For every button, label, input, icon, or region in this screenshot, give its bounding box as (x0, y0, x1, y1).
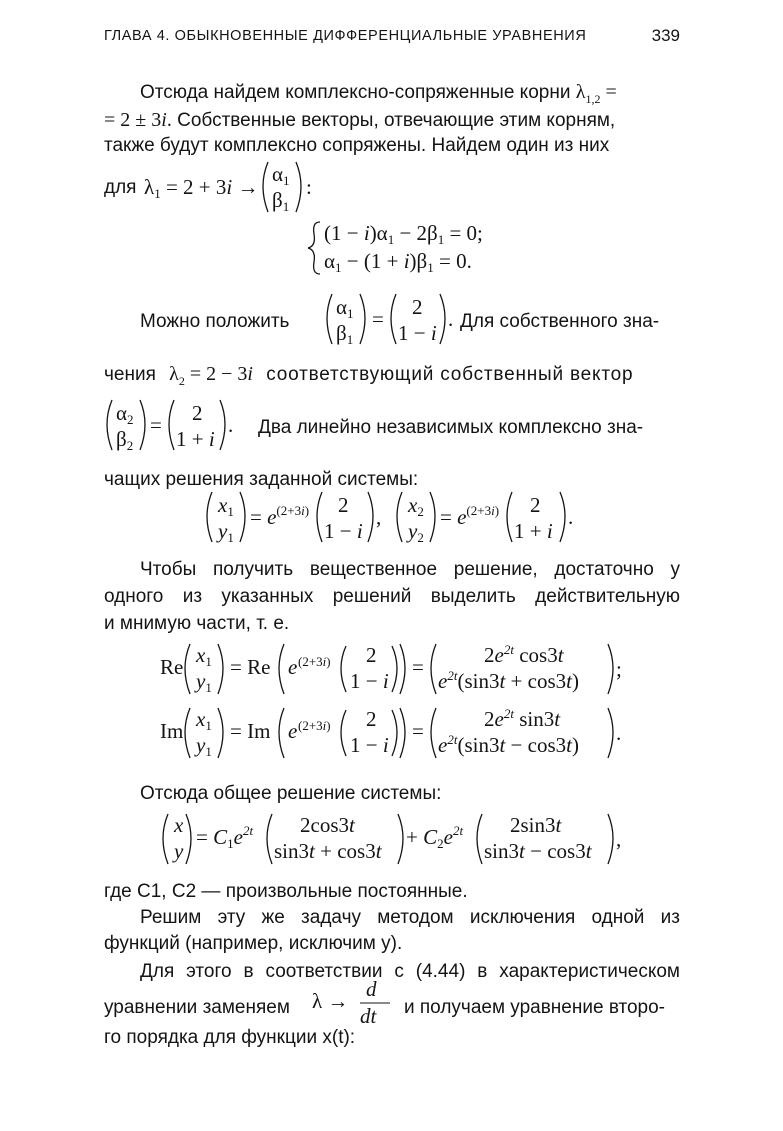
svg-text:α2: α2 (116, 401, 134, 427)
p3-line2-tail: Два линейно независимых комплексно зна- (258, 417, 644, 438)
svg-text:2e2t sin3t: $2e^{2t}$ sin3t (484, 706, 561, 731)
svg-text:= e(2+3i): = $e^{(2+3}i$) (250, 503, 310, 529)
svg-text:y: y (174, 839, 184, 863)
svg-text:(2+3i): (2+3i) (298, 654, 331, 669)
derivative-operator (310, 978, 400, 1030)
system-row2: α1 − (1 + i)β1 = 0. (324, 249, 472, 275)
p1-line1 (140, 82, 617, 105)
p3-word-cheniya: чения (104, 364, 156, 385)
running-head (104, 26, 680, 52)
svg-text:β2: β2 (116, 427, 134, 453)
svg-text:sin3t + cos3t: sin3t + cos3t (274, 839, 382, 863)
lambda1-expr: λ1 = 2 + 3i → (144, 175, 259, 201)
svg-text:,: , (616, 827, 622, 851)
svg-text:2: 2 (338, 493, 349, 517)
svg-text:(2+3i): (2+3i) (298, 718, 331, 733)
general-solution-equation (160, 810, 640, 870)
re-label: Re (160, 655, 184, 679)
svg-text:2: 2 (192, 401, 203, 425)
svg-text:e: e (288, 655, 298, 679)
svg-text:.: . (568, 505, 574, 529)
p7-line1: Решим эту же задачу методом исключения одной из (140, 907, 680, 928)
svg-text:= C1e2t: = $C1e^{2t}$ (196, 823, 254, 851)
svg-text:.: . (616, 721, 622, 745)
p5: Отсюда общее решение системы: (140, 783, 442, 804)
eigenvector1-equation (324, 290, 454, 350)
svg-text:1 − i: 1 − i (350, 733, 389, 757)
system-brace (308, 222, 320, 274)
p4-line3: и мнимую части, т. е. (104, 613, 290, 634)
svg-text:+ C2e2t: + $C2e^{2t}$ (406, 823, 464, 851)
p2-tail: Для собственного зна- (460, 311, 660, 332)
p2-lead: Можно положить (140, 311, 290, 332)
chapter-title: ГЛАВА 4. ОБЫКНОВЕННЫЕ ДИФФЕРЕНЦИАЛЬНЫЕ УРАВНЕНИЯ (104, 28, 587, 44)
svg-text:=: = (372, 307, 384, 331)
svg-text:x: x (174, 813, 184, 837)
svg-text:=: = (412, 655, 424, 679)
op-dt: dt (360, 1004, 377, 1028)
svg-text:1 − i: 1 − i (398, 321, 437, 345)
svg-text:α1: α1 (336, 295, 354, 321)
svg-text:1 + i: 1 + i (514, 519, 553, 543)
svg-text:1 + i: 1 + i (176, 427, 215, 451)
svg-text:= Im: = Im (230, 719, 271, 743)
svg-text:= e(2+3i): = $e^{(2+3}i$) (440, 503, 500, 529)
eigen-system (308, 220, 508, 278)
svg-text:e: e (288, 719, 298, 743)
svg-text:=: = (150, 413, 162, 437)
complex-solutions-equation (204, 488, 594, 548)
p1-line1-math: $\lambda_{1,2}$ = (575, 81, 617, 106)
svg-text:.: . (228, 413, 234, 437)
p1-line2-math: = 2 ± 3i. (104, 109, 172, 131)
alpha1: α1 (272, 162, 290, 188)
svg-text:,: , (376, 505, 382, 529)
svg-text:1 − i: 1 − i (324, 519, 363, 543)
svg-text:x1: x1 (218, 493, 234, 519)
system-row1: (1 − i)α1 − 2β1 = 0; (324, 221, 483, 247)
p8-line2-b: и получаем уравнение второ- (404, 997, 666, 1018)
svg-text:2: 2 (530, 493, 541, 517)
svg-text:2: 2 (412, 295, 423, 319)
p8-line3: го порядка для функции x(t): (104, 1027, 356, 1048)
p8-line2-a: уравнении заменяем (104, 997, 290, 1018)
svg-text::: : (306, 175, 312, 199)
p1-line3: также будут комплексно сопряжены. Найдем один из них (104, 135, 610, 156)
svg-text:e2t(sin3t − cos3t): $e^{2t}(\sin 3t - \cos 3t)$ (438, 732, 579, 757)
p6 (104, 882, 468, 901)
svg-text:;: ; (616, 657, 622, 681)
svg-text:sin3t − cos3t: sin3t − cos3t (484, 839, 592, 863)
svg-text:2cos3t: 2cos3t (300, 813, 355, 837)
svg-text:x2: x2 (408, 493, 424, 519)
svg-text:2: 2 (366, 643, 377, 667)
eigenvector2-equation (104, 396, 254, 456)
p8-line1: Для этого в соответствии с (4.44) в характеристическом (140, 961, 680, 982)
p1-line4-text: для (104, 177, 137, 198)
p7-line2: функций (например, исключим y). (104, 933, 403, 954)
p1-line2-text: Собственные векторы, отвечающие этим корням, (177, 110, 616, 131)
svg-text:1 − i: 1 − i (350, 669, 389, 693)
p1-line1-text: Отсюда найдем комплексно-сопряженные корни (140, 82, 571, 103)
p3-lambda2: $\lambda_2 = 2 - 3i$ (169, 363, 253, 388)
p4-line1: Чтобы получить вещественное решение, достаточно у (140, 559, 680, 580)
svg-text:= Re: = Re (230, 655, 271, 679)
paren-right (296, 162, 301, 212)
svg-text:λ →: λ → (312, 989, 349, 1013)
p3-line1 (104, 364, 680, 387)
svg-text:e2t(sin3t + cos3t): $e^{2t}(\sin 3t + \cos 3t)$ (438, 668, 579, 693)
svg-text:y1: y1 (196, 733, 212, 759)
p1-line2 (104, 110, 615, 130)
svg-text:y2: y2 (408, 519, 424, 545)
page-number: 339 (651, 26, 680, 45)
paren-left (263, 162, 268, 212)
svg-text:y1: y1 (218, 519, 234, 545)
svg-text:x1: x1 (196, 643, 212, 669)
svg-text:2: 2 (366, 707, 377, 731)
svg-text:=: = (412, 719, 424, 743)
p6-text: где C1, C2 — произвольные постоянные. (104, 881, 468, 902)
re-equation (160, 640, 640, 700)
beta1: β1 (272, 188, 290, 214)
p3-line3: чащих решения заданной системы: (104, 469, 419, 490)
svg-text:β1: β1 (336, 321, 354, 347)
svg-text:2sin3t: 2sin3t (510, 813, 562, 837)
svg-text:.: . (448, 307, 454, 331)
p3-text: соответствующий собственный вектор (266, 364, 634, 385)
op-d: d (366, 977, 377, 1001)
svg-text:y1: y1 (196, 669, 212, 695)
svg-text:2e2t cos3t: $2e^{2t}$ cos3t (484, 642, 564, 667)
im-label: Im (160, 719, 184, 743)
lambda1-equation (140, 158, 340, 218)
im-equation (160, 704, 640, 764)
p4-line2: одного из указанных решений выделить действительную (104, 586, 680, 607)
svg-text:x1: x1 (196, 707, 212, 733)
